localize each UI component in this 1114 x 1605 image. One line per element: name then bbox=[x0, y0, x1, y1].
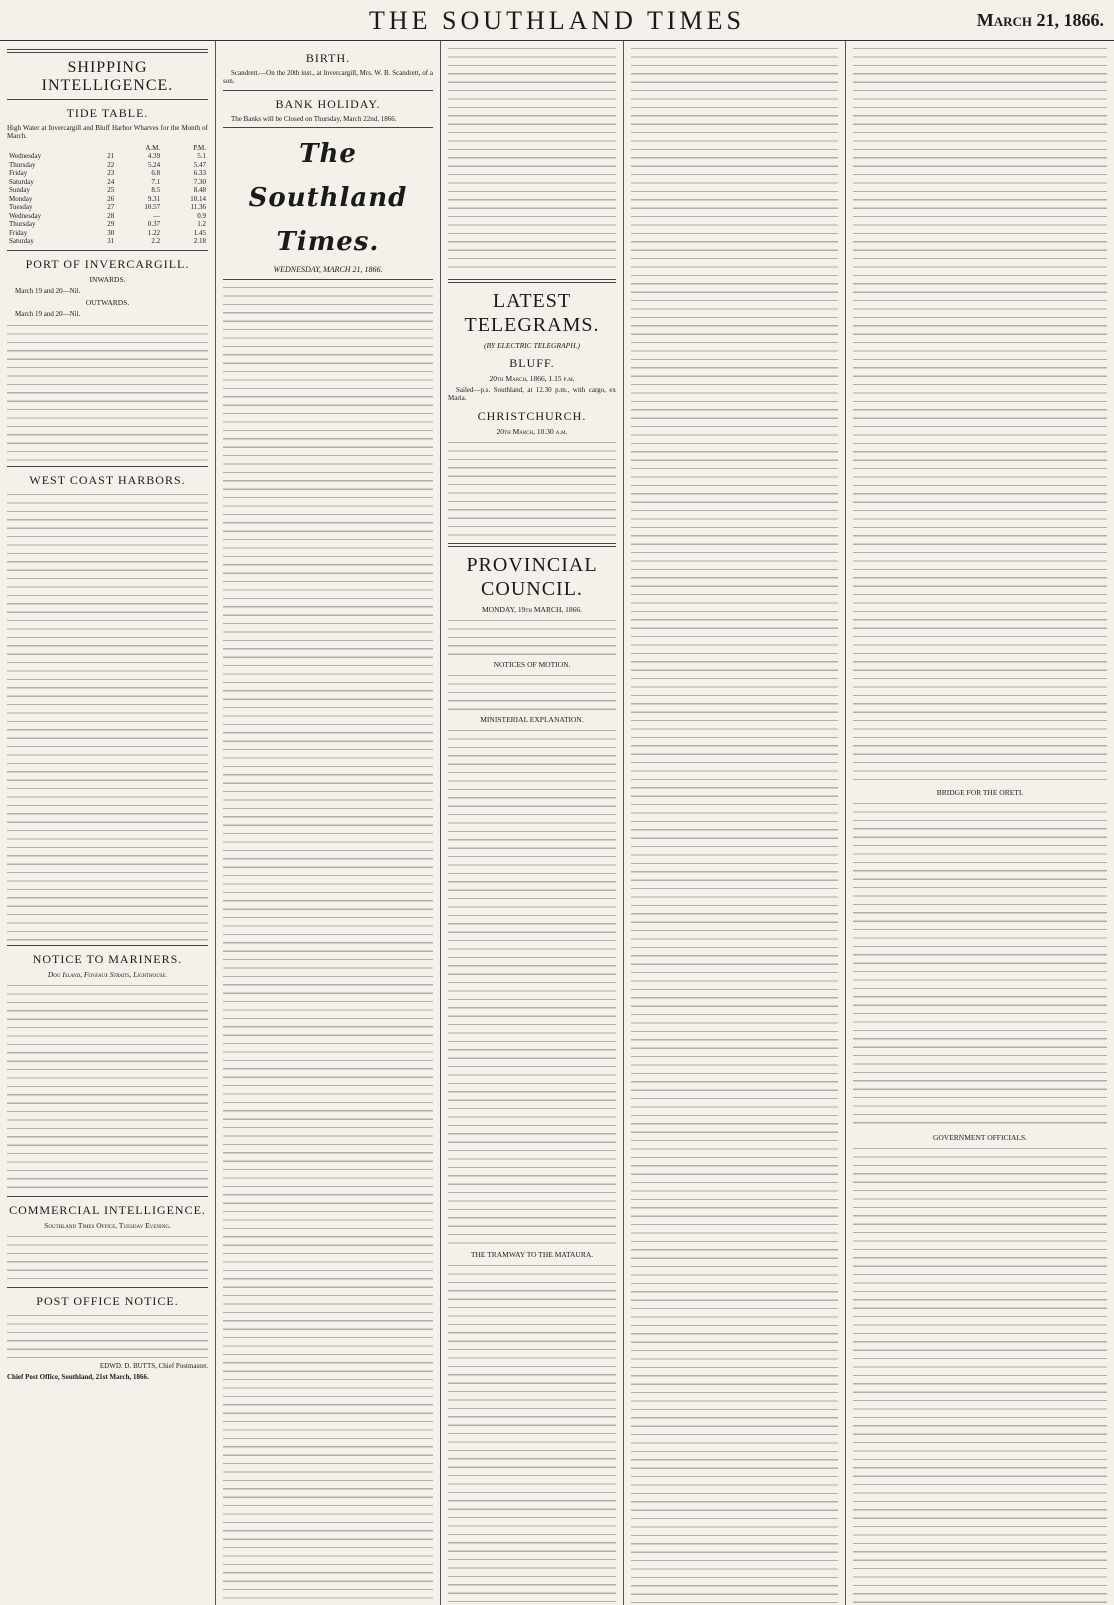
tide-am: 4.39 bbox=[147, 152, 161, 161]
tide-day: Wednesday bbox=[9, 152, 42, 161]
council-date: MONDAY, 19th MARCH, 1866. bbox=[481, 604, 583, 614]
post-date: Chief Post Office, Southland, 21st March, 1866. bbox=[7, 1373, 149, 1382]
tide-row bbox=[7, 220, 208, 229]
tide-row bbox=[7, 203, 208, 212]
tide-day: Tuesday bbox=[9, 203, 33, 212]
west-coast-text bbox=[7, 491, 208, 941]
tramway-text bbox=[448, 1262, 616, 1605]
birth-heading: BIRTH. bbox=[305, 51, 351, 65]
columns bbox=[0, 41, 1114, 1605]
tramway-heading: THE TRAMWAY TO THE MATAURA. bbox=[470, 1249, 594, 1259]
tide-am: 7.1 bbox=[151, 177, 161, 186]
council-heading: PROVINCIAL COUNCIL. bbox=[466, 553, 598, 600]
ministerial-heading: MINISTERIAL EXPLANATION. bbox=[480, 714, 584, 724]
bank-heading: BANK HOLIDAY. bbox=[275, 96, 381, 111]
masthead-title: THE SOUTHLAND TIMES bbox=[369, 6, 745, 35]
inwards-label: INWARDS. bbox=[89, 274, 126, 284]
column-4 bbox=[624, 41, 846, 1605]
tide-am: 10.57 bbox=[144, 203, 161, 212]
tide-date: 27 bbox=[107, 203, 115, 212]
column-1 bbox=[0, 41, 216, 1605]
tide-row bbox=[7, 178, 208, 187]
post-text bbox=[7, 1312, 208, 1362]
tide-date: 28 bbox=[107, 211, 115, 220]
govt-text bbox=[853, 1145, 1107, 1605]
port-heading: PORT OF INVERCARGILL. bbox=[25, 256, 190, 271]
tide-am: — bbox=[153, 211, 161, 220]
govt-heading: GOVERNMENT OFFICIALS. bbox=[932, 1133, 1028, 1142]
tide-day: Saturday bbox=[9, 177, 34, 186]
tide-row bbox=[7, 152, 208, 161]
council-text bbox=[448, 617, 616, 657]
tide-day: Wednesday bbox=[9, 211, 42, 220]
tide-am: 8.5 bbox=[151, 186, 161, 195]
column-3 bbox=[441, 41, 624, 1605]
masthead bbox=[0, 0, 1114, 41]
tide-pm: 6.33 bbox=[193, 169, 206, 178]
tide-date: 31 bbox=[107, 237, 115, 246]
tide-row bbox=[7, 186, 208, 195]
tide-day: Sunday bbox=[9, 186, 30, 195]
tide-row bbox=[7, 161, 208, 170]
tide-day: Thursday bbox=[9, 220, 36, 229]
tide-date: 24 bbox=[107, 177, 115, 186]
dateline: WEDNESDAY, MARCH 21, 1866. bbox=[273, 265, 383, 275]
tide-col-am: A.M. bbox=[145, 143, 161, 152]
shipping-text bbox=[7, 322, 208, 462]
column-5 bbox=[846, 41, 1114, 1605]
tide-row bbox=[7, 237, 208, 246]
motion-text bbox=[448, 672, 616, 712]
tide-pm: 2.18 bbox=[193, 237, 206, 246]
editorial-text bbox=[223, 284, 433, 1605]
tide-day: Friday bbox=[9, 169, 28, 178]
tide-header-row bbox=[7, 144, 208, 153]
masthead-date: March 21, 1866. bbox=[976, 10, 1104, 30]
tide-row bbox=[7, 169, 208, 178]
tide-pm: 0.9 bbox=[197, 211, 206, 220]
editorial-continued bbox=[448, 45, 616, 275]
bank-text: The Banks will be Closed on Thursday, March 22nd, 1866. bbox=[231, 114, 397, 123]
tide-col-date bbox=[91, 144, 117, 153]
tide-row bbox=[7, 212, 208, 221]
bridge-heading: BRIDGE FOR THE ORETI. bbox=[936, 788, 1024, 797]
mariners-text bbox=[7, 982, 208, 1192]
inwards-text: March 19 and 20—Nil. bbox=[15, 286, 81, 295]
tide-pm: 1.2 bbox=[197, 220, 206, 229]
mariners-sub: Dog Island, Foveaux Straits, Lighthouse. bbox=[47, 969, 168, 979]
post-sign: EDWD. D. BUTTS, Chief Postmaster. bbox=[99, 1361, 208, 1370]
commercial-text bbox=[7, 1233, 208, 1283]
christchurch-date: 20th March, 10.30 a.m. bbox=[496, 426, 568, 436]
west-coast-heading: WEST COAST HARBORS. bbox=[29, 472, 186, 487]
column-2 bbox=[216, 41, 441, 1605]
christchurch-heading: CHRISTCHURCH. bbox=[477, 408, 587, 423]
tide-date: 29 bbox=[107, 220, 115, 229]
tide-intro: High Water at Invercargill and Bluff Harbor Wharves for the Month of March. bbox=[7, 124, 208, 141]
tide-am: 6.8 bbox=[151, 169, 161, 178]
tide-pm: 1.45 bbox=[193, 228, 206, 237]
nameplate: The Southland Times. bbox=[248, 139, 408, 258]
bluff-text: Sailed—p.s. Southland, at 12.30 p.m., with cargo, ex Maria. bbox=[448, 386, 616, 403]
tide-col-day bbox=[7, 144, 91, 153]
mariners-heading: NOTICE TO MARINERS. bbox=[32, 951, 183, 966]
tide-row bbox=[7, 195, 208, 204]
bluff-date: 20th March, 1866, 1.15 p.m. bbox=[489, 374, 575, 383]
tide-col-pm: P.M. bbox=[193, 143, 206, 152]
shipping-heading: SHIPPING INTELLIGENCE. bbox=[41, 59, 174, 94]
tide-row bbox=[7, 229, 208, 238]
commercial-sub: Southland Times Office, Tuesday Evening. bbox=[44, 1220, 171, 1230]
tide-date: 22 bbox=[107, 160, 115, 169]
telegrams-heading: LATEST TELEGRAMS. bbox=[464, 290, 600, 336]
motion-heading: NOTICES OF MOTION. bbox=[493, 659, 571, 669]
tide-day: Friday bbox=[9, 228, 28, 237]
tide-pm: 11.36 bbox=[190, 203, 206, 212]
tide-pm: 10.14 bbox=[190, 194, 206, 203]
post-heading: POST OFFICE NOTICE. bbox=[36, 1293, 179, 1308]
outwards-text: March 19 and 20—Nil. bbox=[15, 310, 81, 319]
council-report-continued bbox=[853, 45, 1107, 785]
tide-pm: 7.30 bbox=[193, 177, 206, 186]
outwards-label: OUTWARDS. bbox=[85, 298, 130, 308]
tide-table bbox=[7, 144, 208, 246]
bridge-text bbox=[853, 800, 1107, 1130]
tide-am: 1.22 bbox=[147, 228, 161, 237]
tide-day: Saturday bbox=[9, 237, 34, 246]
commercial-heading: COMMERCIAL INTELLIGENCE. bbox=[9, 1202, 206, 1217]
birth-text: Scandrett.—On the 20th inst., at Invercargill, Mrs. W. B. Scandrett, of a son. bbox=[223, 69, 433, 86]
christchurch-text bbox=[448, 439, 616, 539]
tide-date: 21 bbox=[107, 152, 115, 161]
tide-am: 0.37 bbox=[147, 220, 161, 229]
tide-pm: 8.48 bbox=[193, 186, 206, 195]
bluff-heading: BLUFF. bbox=[509, 356, 555, 370]
ministerial-text bbox=[448, 727, 616, 1247]
tide-date: 30 bbox=[107, 228, 115, 237]
tide-pm: 5.47 bbox=[193, 160, 206, 169]
tide-day: Thursday bbox=[9, 160, 36, 169]
tide-am: 5.24 bbox=[147, 160, 161, 169]
tide-pm: 5.1 bbox=[197, 152, 206, 161]
tide-day: Monday bbox=[9, 194, 33, 203]
tide-am: 2.2 bbox=[151, 237, 161, 246]
tide-am: 9.31 bbox=[147, 194, 161, 203]
council-report-text bbox=[631, 45, 838, 1605]
tide-date: 26 bbox=[107, 194, 115, 203]
tide-date: 23 bbox=[107, 169, 115, 178]
tide-heading: TIDE TABLE. bbox=[66, 106, 149, 120]
telegrams-sub: (BY ELECTRIC TELEGRAPH.) bbox=[483, 341, 581, 350]
tide-date: 25 bbox=[107, 186, 115, 195]
